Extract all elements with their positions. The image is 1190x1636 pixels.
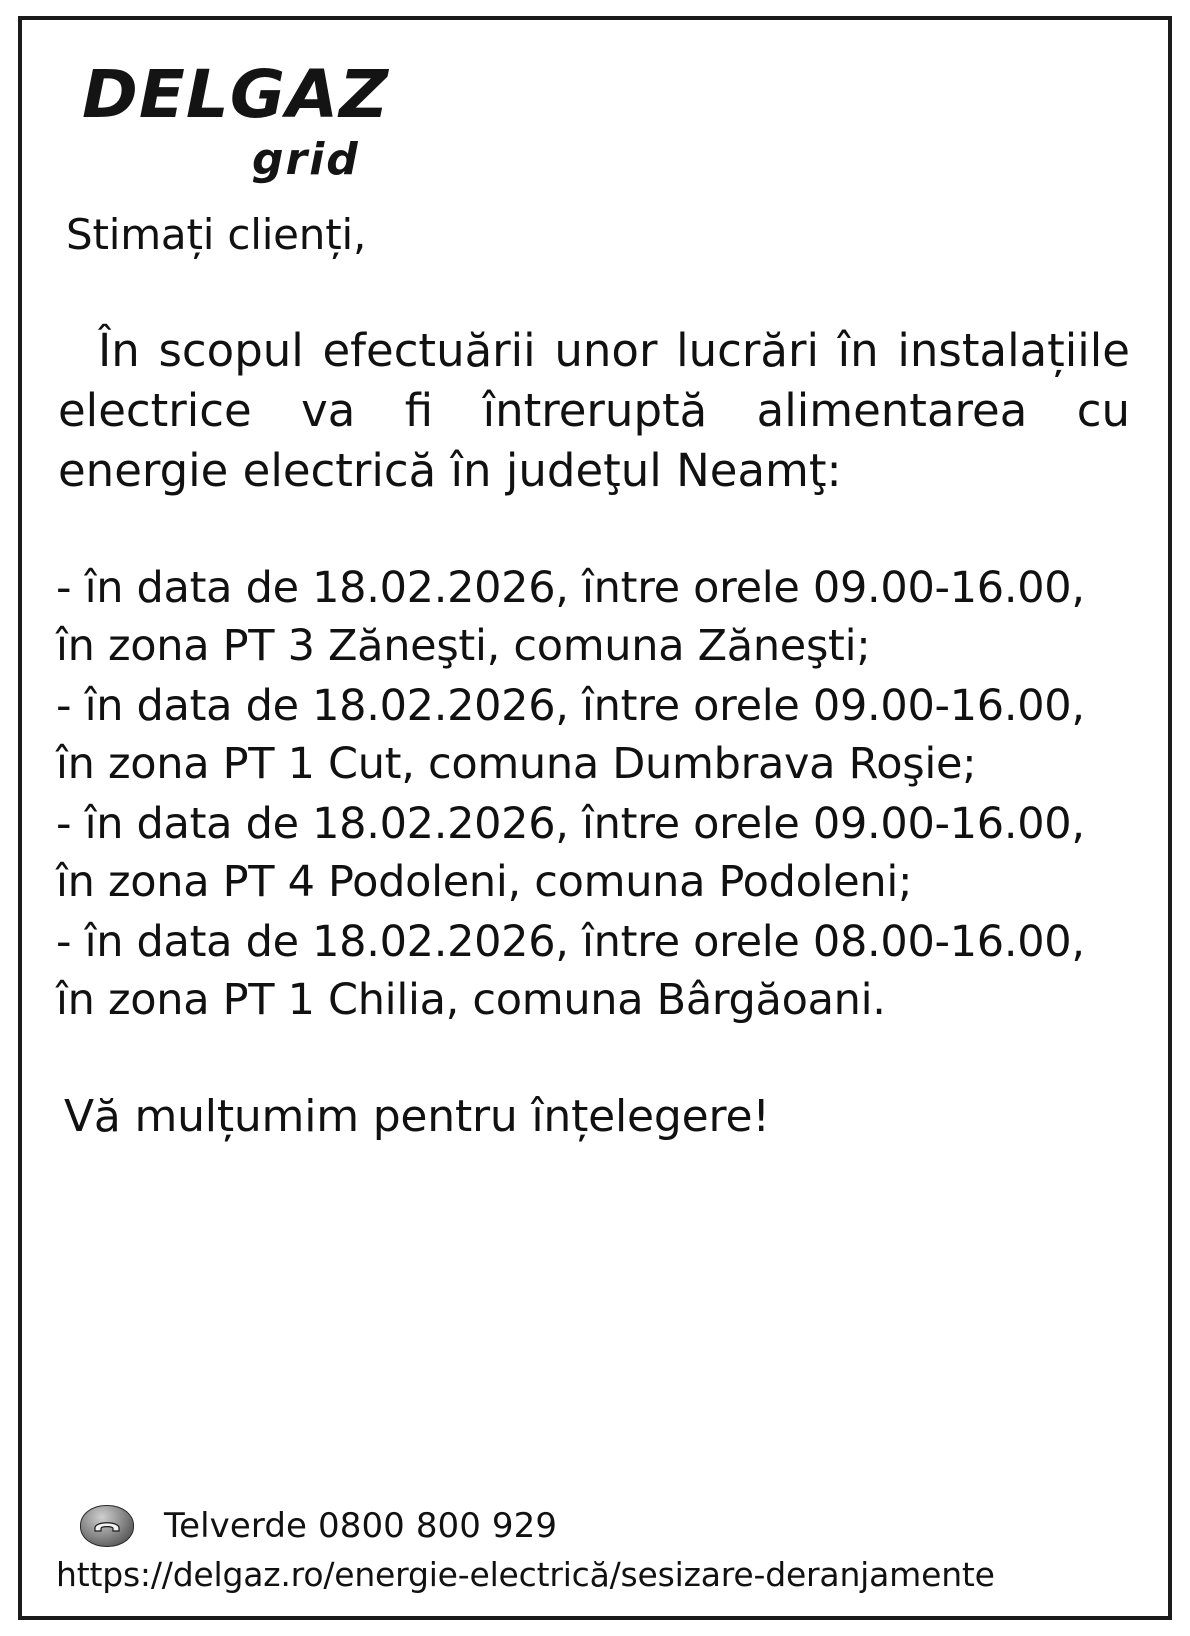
intro-paragraph	[58, 321, 1134, 501]
logo-wordmark: DELGAZ	[82, 56, 390, 133]
salutation: Stimați clienți,	[66, 210, 367, 259]
intro-text: În scopul efectuării unor lucrări în instalațiile electrice va fi întreruptă alimentarea cu energie electrică în judeţul Neamţ:	[58, 324, 1130, 497]
footer	[56, 1505, 1134, 1594]
phone-row	[80, 1505, 1134, 1547]
logo	[56, 46, 1134, 192]
outage-list	[56, 559, 1134, 1029]
thanks-text: Vă mulțumim pentru înțelegere!	[64, 1090, 770, 1142]
notice-frame	[18, 16, 1172, 1620]
phone-label: Telverde 0800 800 929	[164, 1506, 558, 1546]
logo-subtext: grid	[252, 134, 360, 185]
support-url[interactable]: https://delgaz.ro/energie-electrică/sesizare-deranjamente	[56, 1555, 995, 1594]
notice-content	[22, 20, 1168, 1616]
list-item: - în data de 18.02.2026, între orele 08.00-16.00, în zona PT 1 Chilia, comuna Bârgăoani.	[56, 916, 1085, 1025]
list-item: - în data de 18.02.2026, între orele 09.00-16.00, în zona PT 1 Cut, comuna Dumbrava Roşie;	[56, 680, 1085, 789]
list-item: - în data de 18.02.2026, între orele 09.00-16.00, în zona PT 4 Podoleni, comuna Podoleni;	[56, 798, 1085, 907]
list-item: - în data de 18.02.2026, între orele 09.00-16.00, în zona PT 3 Zăneşti, comuna Zăneşti;	[56, 562, 1085, 671]
telephone-icon	[80, 1505, 134, 1547]
